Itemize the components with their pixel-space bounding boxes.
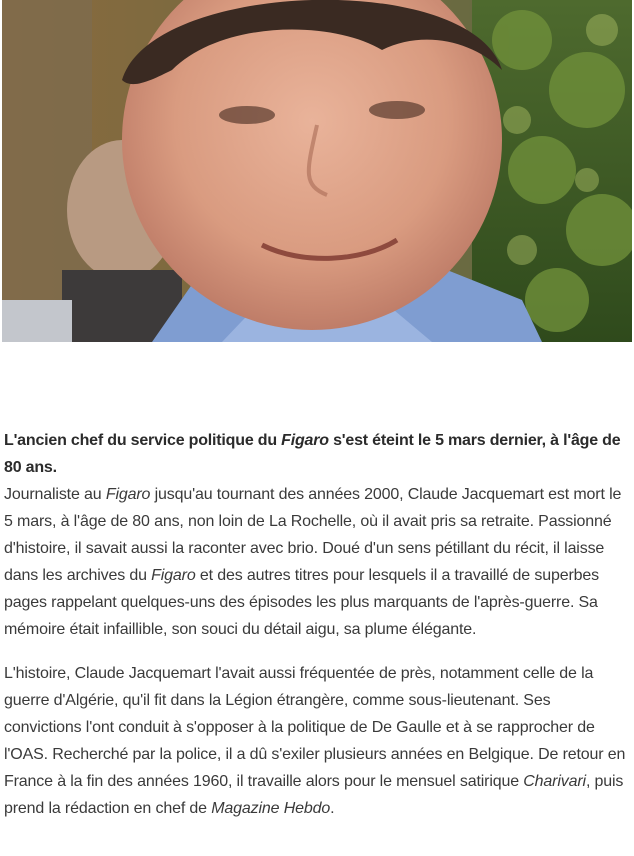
- p2-publication-charivari: Charivari: [523, 773, 586, 790]
- lede-publication-name: Figaro: [281, 432, 329, 449]
- p2-seg4: .: [330, 800, 335, 817]
- p1-seg2: jusqu'au tournant des années 2000, Claude Jacquemart est mort le 5 mars, à l'âge de 80 ans, non loin de La Rochelle, où il avait pris sa retraite. Passionné d'histoire, il savait aussi la raconter avec brio. Doué d'un sens pétillant du récit, il laisse dans les archives du: [4, 486, 622, 584]
- lede-part2: s'est éteint le 5 mars dernier, à l'âge de 80 ans.: [4, 432, 621, 476]
- portrait-photo: [2, 0, 632, 342]
- p2-publication-magazine-hebdo: Magazine Hebdo: [211, 800, 331, 817]
- p1-publication-name-2: Figaro: [151, 567, 196, 584]
- paragraph-1: [4, 481, 632, 643]
- p2-seg2: , puis prend la rédaction en chef de: [4, 773, 624, 817]
- article-lede: [4, 427, 632, 481]
- paragraph-2: [4, 660, 632, 822]
- lede-part1: L'ancien chef du service politique du: [4, 432, 282, 449]
- p2-seg0: L'histoire, Claude Jacquemart l'avait aussi fréquentée de près, notamment celle de la guerre d'Algérie, qu'il fit dans la Légion étrangère, comme sous-lieutenant. Ses convictions l'ont conduit à s'opposer à la politique de De Gaulle et à se rapprocher de l'OAS. Recherché par la police, il a dû s'exiler plusieurs années en Belgique. De retour en France à la fin des années 1960, il travaille alors pour le mensuel satirique: [4, 665, 626, 790]
- p1-seg0: Journaliste au: [4, 486, 106, 503]
- p1-seg4: et des autres titres pour lesquels il a travaillé de superbes pages rappelant quelques-uns des épisodes les plus marquants de l'après-guerre. Sa mémoire était infaillible, son souci du détail aigu, sa plume élégante.: [4, 567, 599, 638]
- p1-publication-name: Figaro: [105, 486, 151, 503]
- article-body: [4, 427, 632, 822]
